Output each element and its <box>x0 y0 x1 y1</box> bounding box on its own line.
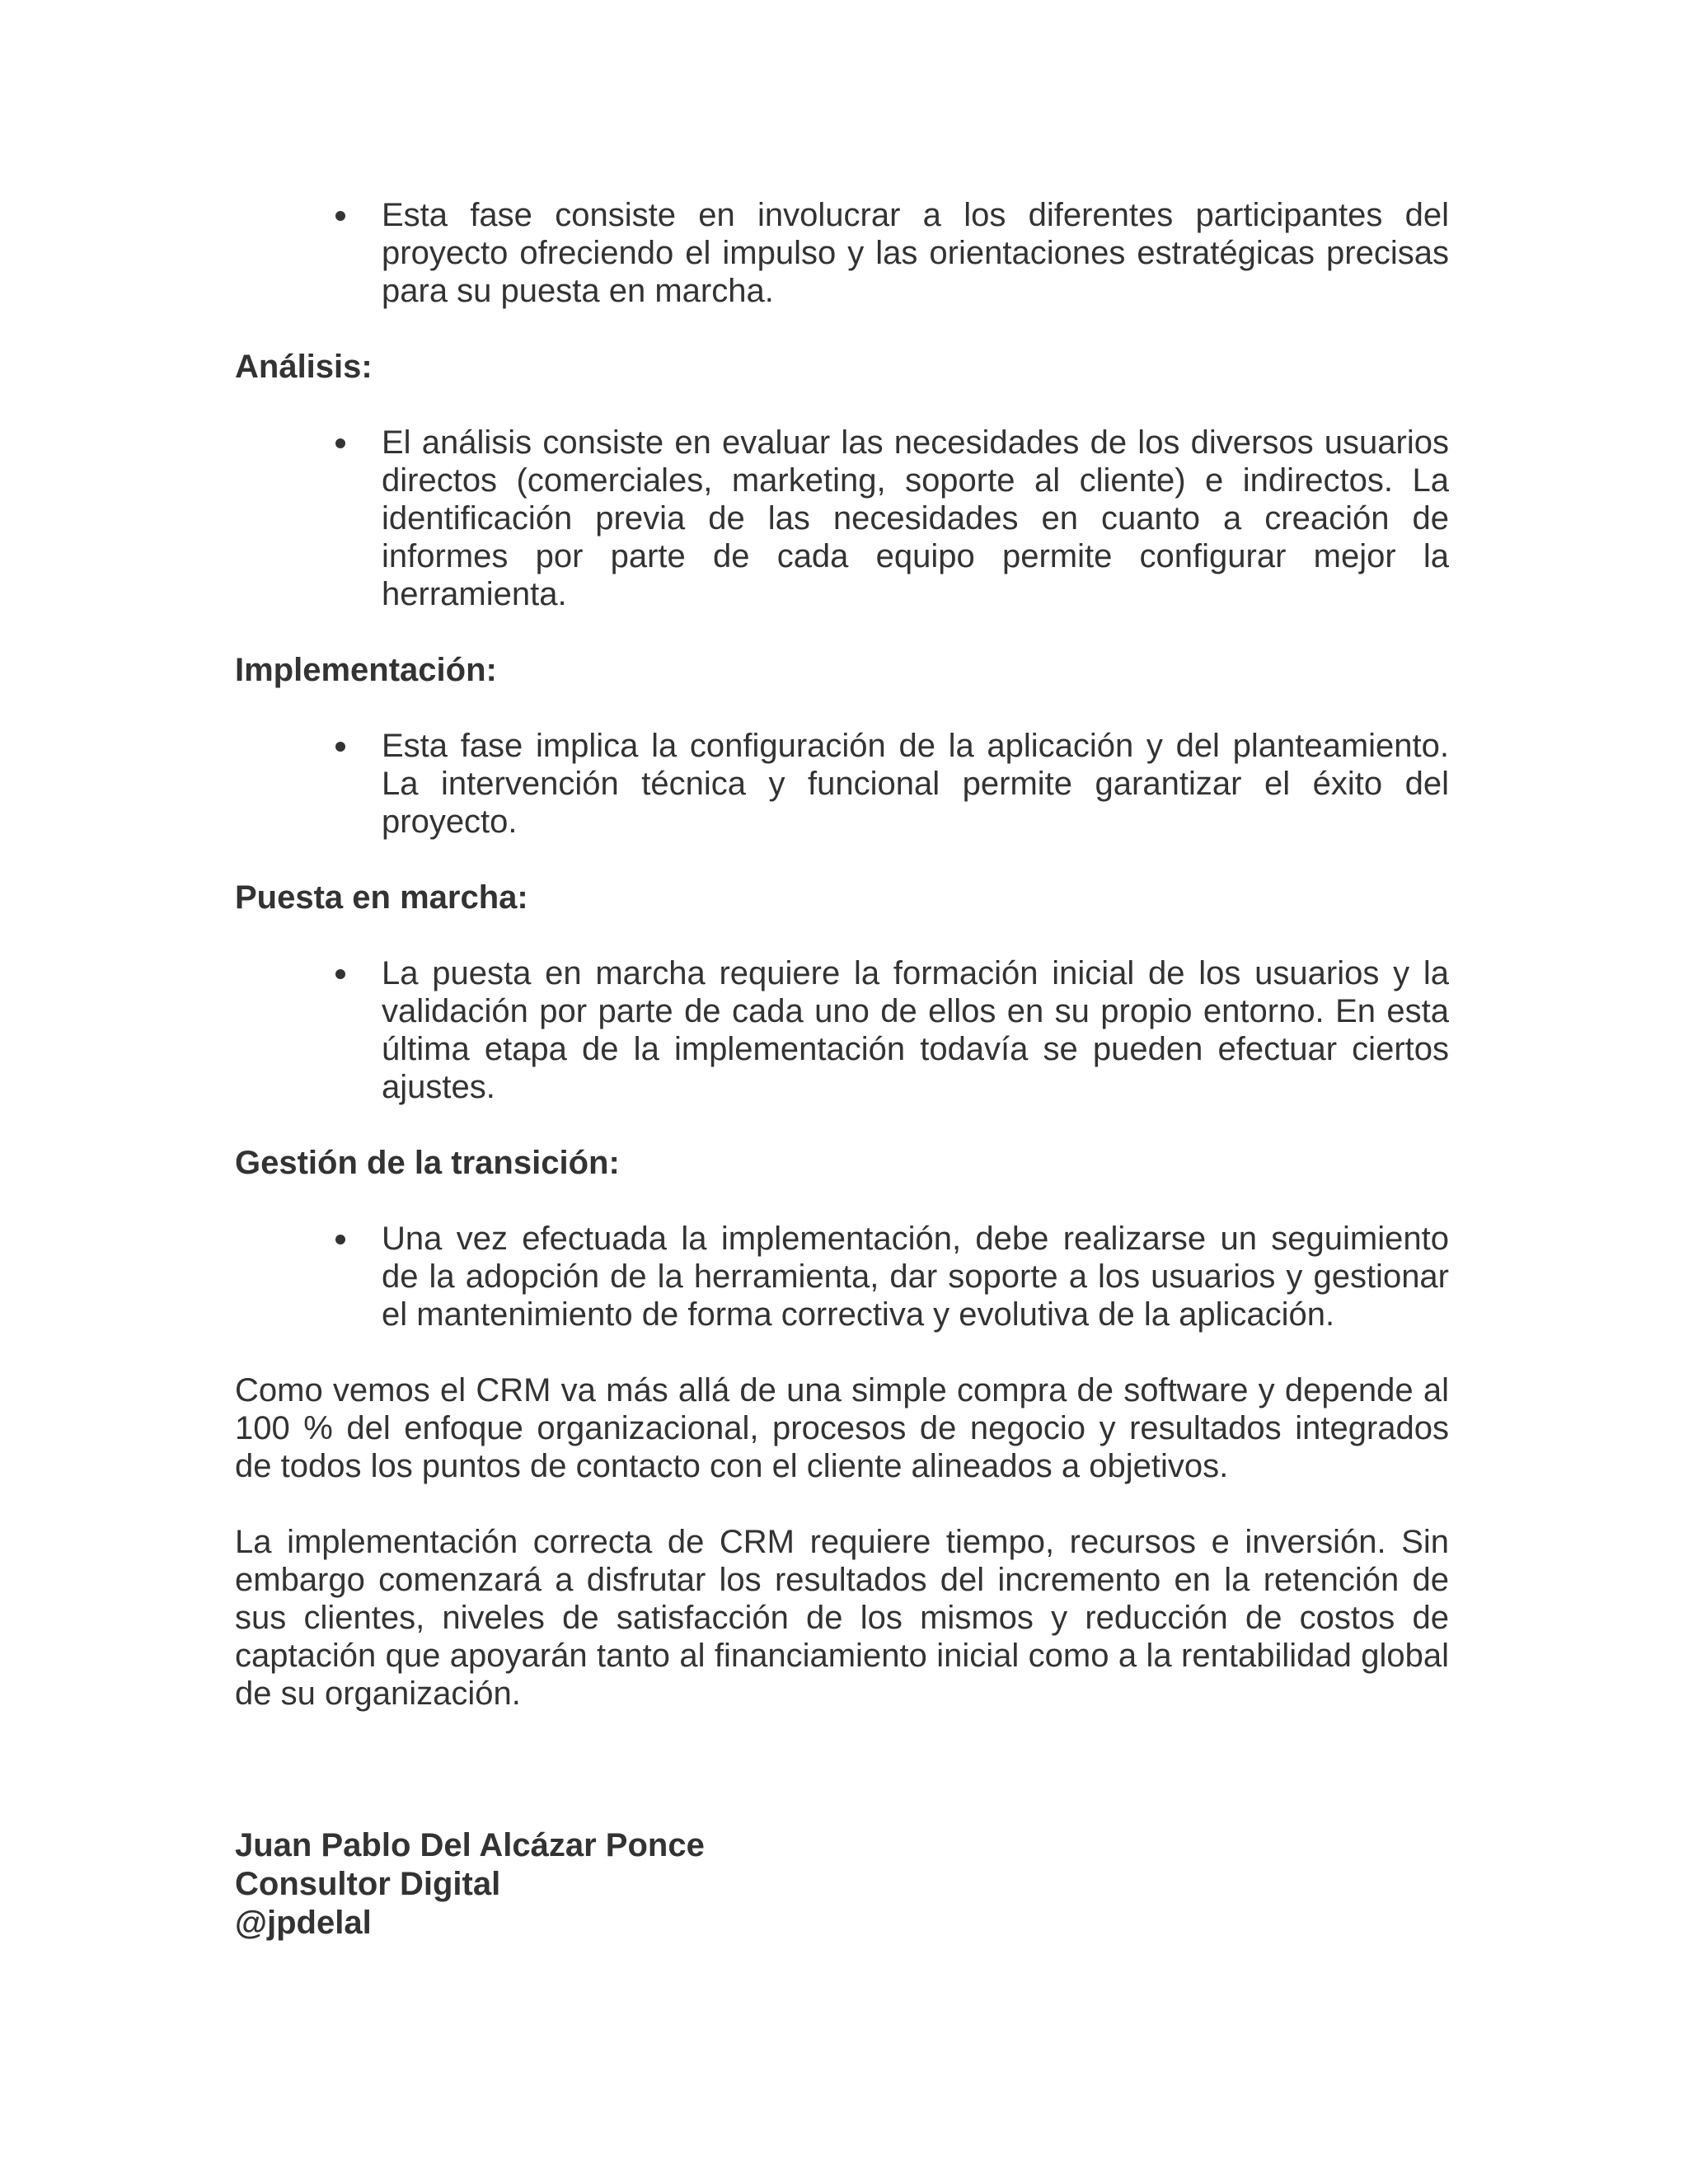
bullet-icon <box>335 438 345 448</box>
gestion-list <box>235 1220 1449 1333</box>
implementacion-bullet-text: Esta fase implica la configuración de la aplicación y del planteamiento. La intervención técnica y funcional permite garantizar el éxito del proyecto. <box>382 728 1449 840</box>
author-handle: @jpdelal <box>235 1905 372 1941</box>
bullet-icon <box>335 1235 345 1244</box>
list-item <box>382 954 1449 1106</box>
signature-block <box>235 1826 1449 1943</box>
list-item <box>382 196 1449 310</box>
analisis-list <box>235 424 1449 613</box>
puesta-en-marcha-heading: Puesta en marcha: <box>235 879 528 916</box>
document-body <box>235 196 1449 1943</box>
list-item <box>382 727 1449 841</box>
gestion-heading: Gestión de la transición: <box>235 1145 620 1181</box>
conclusion-paragraph-1: Como vemos el CRM va más allá de una simple compra de software y depende al 100 % del enfoque organizacional, procesos de negocio y resultados integrados de todos los puntos de contacto con el cliente alineados a objetivos. <box>235 1372 1449 1484</box>
bullet-icon <box>335 742 345 752</box>
intro-list <box>235 196 1449 310</box>
bullet-icon <box>335 211 345 221</box>
analisis-heading: Análisis: <box>235 349 373 385</box>
puesta-en-marcha-list <box>235 954 1449 1106</box>
analisis-bullet-text: El análisis consiste en evaluar las necesidades de los diversos usuarios directos (comerciales, marketing, soporte al cliente) e indirectos. La identificación previa de las necesidades en cuanto a creación de informes por parte de cada equipo permite configurar mejor la herramienta. <box>382 424 1449 612</box>
list-item <box>382 1220 1449 1333</box>
list-item <box>382 424 1449 613</box>
conclusion-paragraph-2: La implementación correcta de CRM requiere tiempo, recursos e inversión. Sin embargo comenzará a disfrutar los resultados del incremento en la retención de sus clientes, niveles de satisfacción de los mismos y reducción de costos de captación que apoyarán tanto al financiamiento inicial como a la rentabilidad global de su organización. <box>235 1524 1449 1712</box>
gestion-bullet-text: Una vez efectuada la implementación, debe realizarse un seguimiento de la adopción de la herramienta, dar soporte a los usuarios y gestionar el mantenimiento de forma correctiva y evolutiva de la aplicación. <box>382 1221 1449 1333</box>
bullet-icon <box>335 969 345 979</box>
puesta-en-marcha-bullet-text: La puesta en marcha requiere la formación inicial de los usuarios y la validación por parte de cada uno de ellos en su propio entorno. En esta última etapa de la implementación todavía se pueden efectuar ciertos ajustes. <box>382 955 1449 1105</box>
implementacion-heading: Implementación: <box>235 652 497 688</box>
author-name: Juan Pablo Del Alcázar Ponce <box>235 1827 705 1863</box>
implementacion-list <box>235 727 1449 841</box>
author-role: Consultor Digital <box>235 1866 501 1902</box>
intro-bullet-text: Esta fase consiste en involucrar a los diferentes participantes del proyecto ofreciendo el impulso y las orientaciones estratégicas precisas para su puesta en marcha. <box>382 197 1449 309</box>
